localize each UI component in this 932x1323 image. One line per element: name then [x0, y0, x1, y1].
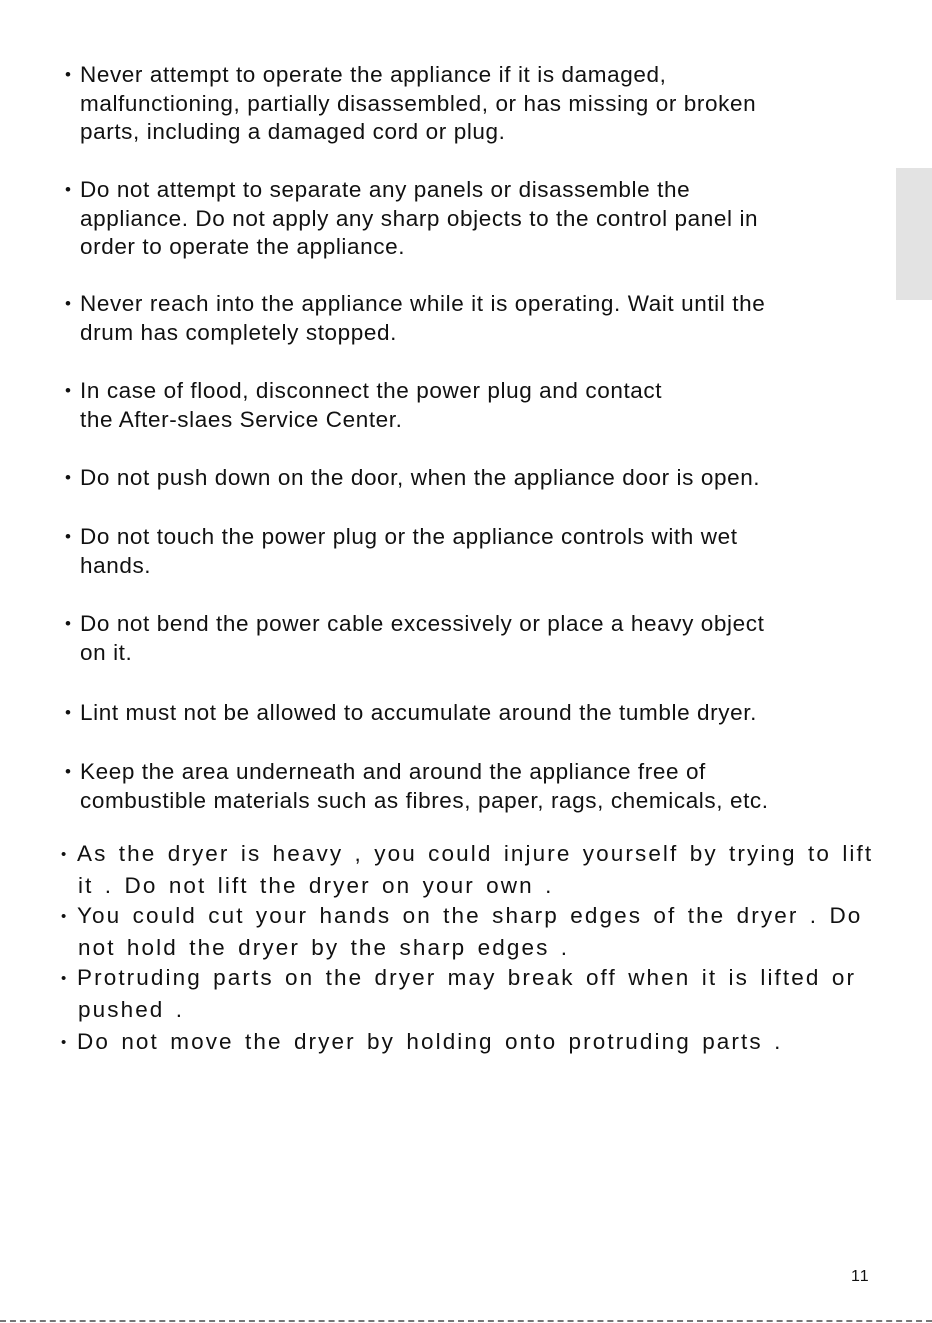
bullet-icon: •: [65, 527, 72, 546]
item-line: it . Do not lift the dryer on your own .: [78, 873, 554, 898]
bullet-icon: •: [61, 846, 69, 863]
safety-item-9: [65, 758, 769, 815]
safety-item-6: [65, 523, 738, 580]
section-tab-marker: [896, 168, 932, 300]
handling-item-2: [61, 900, 862, 963]
item-text: Lint must not be allowed to accumulate around the tumble dryer.: [80, 700, 757, 725]
safety-item-4: [65, 377, 662, 434]
bullet-icon: •: [65, 65, 72, 84]
bullet-icon: •: [65, 614, 72, 633]
item-line: on it.: [80, 639, 133, 665]
bullet-icon: •: [65, 703, 72, 722]
bullet-icon: •: [65, 381, 72, 400]
item-line: [65, 377, 662, 406]
item-text: Do not bend the power cable excessively or place a heavy object: [80, 611, 765, 636]
item-line: combustible materials such as fibres, paper, rags, chemicals, etc.: [80, 787, 769, 813]
item-line: [65, 699, 757, 728]
item-line: malfunctioning, partially disassembled, or has missing or broken: [80, 90, 757, 116]
item-line: [65, 176, 758, 205]
handling-item-4: [61, 1026, 782, 1058]
item-line: [65, 464, 760, 493]
item-line: [65, 523, 738, 552]
item-line: [61, 962, 856, 994]
item-text: Never attempt to operate the appliance if it is damaged,: [80, 62, 667, 87]
bullet-icon: •: [65, 762, 72, 781]
item-line: order to operate the appliance.: [80, 234, 406, 259]
item-line: [65, 758, 769, 787]
item-text: Protruding parts on the dryer may break off when it is lifted or: [77, 965, 857, 990]
safety-item-1: [65, 61, 756, 147]
item-line: [65, 610, 764, 639]
bullet-icon: •: [65, 180, 72, 199]
page-number: 11: [851, 1268, 870, 1285]
item-text: Keep the area underneath and around the appliance free of: [80, 759, 706, 784]
item-line: [65, 61, 756, 90]
safety-item-7: [65, 610, 764, 667]
item-line: drum has completely stopped.: [80, 319, 397, 345]
item-line: [65, 290, 765, 319]
item-line: [61, 900, 862, 932]
safety-item-2: [65, 176, 758, 262]
item-text: You could cut your hands on the sharp edges of the dryer . Do: [77, 903, 863, 928]
item-line: pushed .: [78, 997, 185, 1022]
item-line: [61, 1026, 782, 1058]
item-text: As the dryer is heavy , you could injure yourself by trying to lift: [77, 841, 874, 866]
bottom-dashed-rule: [0, 1320, 932, 1322]
item-text: In case of flood, disconnect the power plug and contact: [80, 378, 663, 403]
item-text: Do not push down on the door, when the appliance door is open.: [80, 465, 761, 490]
safety-item-5: [65, 464, 760, 493]
item-line: hands.: [80, 552, 152, 578]
item-text: Do not attempt to separate any panels or disassemble the: [80, 177, 691, 202]
handling-item-1: [61, 838, 873, 901]
bullet-icon: •: [61, 908, 69, 925]
bullet-icon: •: [65, 468, 72, 487]
item-line: not hold the dryer by the sharp edges .: [78, 935, 570, 960]
item-text: Do not move the dryer by holding onto protruding parts .: [77, 1029, 783, 1054]
item-line: the After-slaes Service Center.: [80, 406, 403, 432]
bullet-icon: •: [61, 1034, 69, 1051]
item-line: [61, 838, 873, 870]
item-line: parts, including a damaged cord or plug.: [80, 119, 506, 144]
item-line: appliance. Do not apply any sharp objects to the control panel in: [80, 205, 759, 231]
safety-item-3: [65, 290, 765, 347]
bullet-icon: •: [65, 294, 72, 313]
safety-item-8: [65, 699, 757, 728]
item-text: Never reach into the appliance while it is operating. Wait until the: [80, 291, 766, 316]
handling-item-3: [61, 962, 856, 1025]
bullet-icon: •: [61, 970, 69, 987]
item-text: Do not touch the power plug or the appliance controls with wet: [80, 524, 738, 549]
